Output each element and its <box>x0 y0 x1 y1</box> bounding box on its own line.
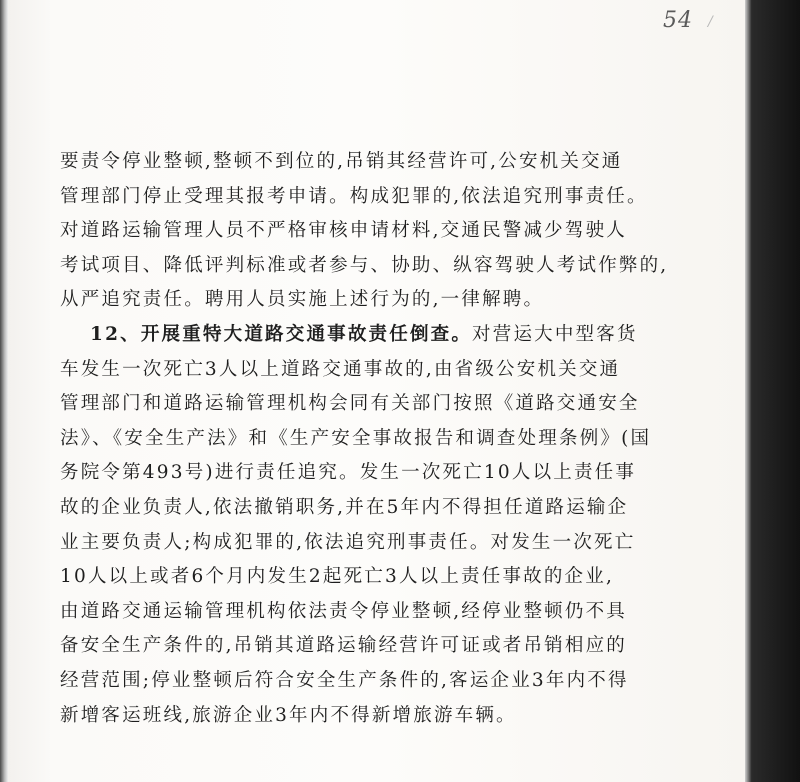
section-12-lead-text: 对营运大中型客货 <box>472 323 638 345</box>
text-line: 由道路交通运输管理机构依法责令停业整顿,经停业整顿仍不具 <box>60 600 627 622</box>
text-line: 新增客运班线,旅游企业3年内不得新增旅游车辆。 <box>60 704 517 726</box>
section-12-first-line <box>60 318 720 353</box>
scan-left-shadow <box>0 0 8 782</box>
scan-right-edge <box>745 0 800 782</box>
text-line: 要责令停业整顿,整顿不到位的,吊销其经营许可,公安机关交通 <box>60 151 623 172</box>
section-12-heading: 12、开展重特大道路交通事故责任倒查。 <box>90 323 473 345</box>
text-line: 管理部门停止受理其报考申请。构成犯罪的,依法追究刑事责任。 <box>60 185 648 207</box>
text-line: 10人以上或者6个月内发生2起死亡3人以上责任事故的企业, <box>60 566 615 588</box>
text-line: 备安全生产条件的,吊销其道路运输经营许可证或者吊销相应的 <box>60 635 627 657</box>
text-line: 管理部门和道路运输管理机构会同有关部门按照《道路交通安全 <box>60 393 640 415</box>
text-line: 车发生一次死亡3人以上道路交通事故的,由省级公安机关交通 <box>60 358 621 380</box>
page-number: 54 <box>663 8 693 33</box>
text-line: 故的企业负责人,依法撤销职务,并在5年内不得担任道路运输企 <box>60 496 629 518</box>
text-line: 对道路运输管理人员不严格审核申请材料,交通民警减少驾驶人 <box>60 220 627 242</box>
text-line: 业主要负责人;构成犯罪的,依法追究刑事责任。对发生一次死亡 <box>60 531 636 553</box>
document-body <box>60 145 720 733</box>
text-line: 经营范围;停业整顿后符合安全生产条件的,客运企业3年内不得 <box>60 669 629 691</box>
text-line: 考试项目、降低评判标准或者参与、协助、纵容驾驶人考试作弊的, <box>60 254 669 276</box>
text-line: 务院令第493号)进行责任追究。发生一次死亡10人以上责任事 <box>60 462 637 484</box>
page-number-mark: / <box>708 14 713 30</box>
text-line: 法》、《安全生产法》和《生产安全事故报告和调查处理条例》(国 <box>60 427 652 449</box>
text-line: 从严追究责任。聘用人员实施上述行为的,一律解聘。 <box>60 289 545 311</box>
